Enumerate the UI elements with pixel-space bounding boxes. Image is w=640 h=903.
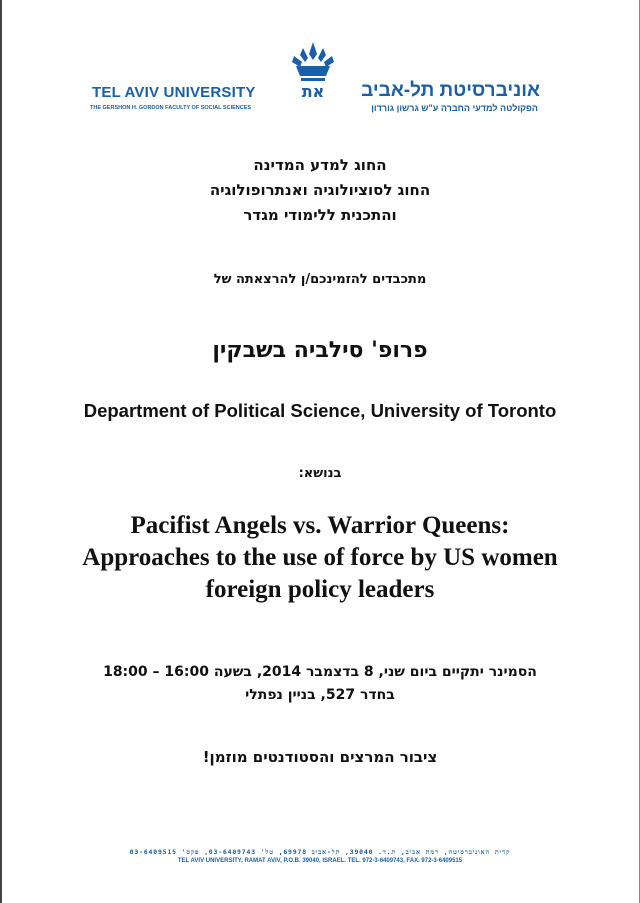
topic-label: בנושא: [298, 466, 342, 481]
schedule-location: בחדר 527, בניין נפתלי [245, 687, 395, 703]
schedule-date-time: הסמינר יתקיים ביום שני, 8 בדצמבר 2014, בשעה 16:00 – 18:00 [103, 664, 537, 680]
host-program: והתכנית ללימודי מגדר [243, 206, 397, 224]
footer-address-he: קרית האוניברסיטה, רמת אביב, ת.ד. 39040, תל-אביב 69978, טל' 03-6409743, פקס' 03-6409515 [129, 848, 511, 856]
talk-title-line-1: Pacifist Angels vs. Warrior Queens: [130, 512, 510, 539]
speaker-name: פרופ' סילביה בשבקין [212, 338, 428, 363]
invitation-text: מתכבדים להזמינכם/ן להרצאתה של [213, 272, 427, 287]
talk-title [0, 510, 640, 606]
faculty-name-en: THE GERSHON H. GORDON FACULTY OF SOCIAL SCIENCES [90, 105, 252, 111]
university-name-en: TEL AVIV UNIVERSITY [92, 84, 256, 101]
university-name-he: אוניברסיטת תל-אביב [361, 80, 540, 101]
talk-title-line-3: foreign policy leaders [205, 576, 435, 603]
welcome-note: ציבור המרצים והסטודנטים מוזמן! [202, 748, 438, 766]
emblem-letters: את [301, 82, 325, 101]
speaker-affiliation: Department of Political Science, University of Toronto [83, 400, 557, 421]
footer-address-en: TEL AVIV UNIVERSITY, RAMAT AVIV, P.O.B. 39040, ISRAEL. TEL. 972-3-6409743, FAX. 972-3-6409515 [177, 858, 463, 864]
faculty-name-he: הפקולטה למדעי החברה ע"ש גרשון גורדון [371, 103, 538, 113]
talk-title-line-2: Approaches to the use of force by US women [82, 544, 558, 571]
host-department-1: החוג למדע המדינה [253, 156, 387, 174]
host-department-2: החוג לסוציולוגיה ואנתרופולוגיה [209, 181, 431, 199]
page-left-border [0, 0, 2, 903]
tel-aviv-university-emblem-icon [289, 40, 337, 102]
